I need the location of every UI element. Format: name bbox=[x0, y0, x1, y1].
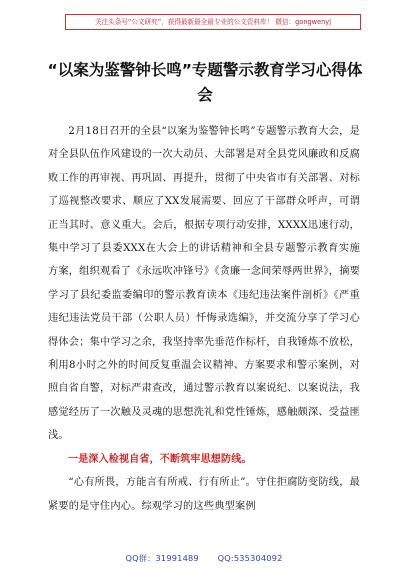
footer-qq-group: QQ群：31991489 bbox=[125, 553, 199, 563]
document-title: “以案为鉴警钟长鸣”专题警示教育学习心得体会 bbox=[47, 61, 363, 104]
section-heading: 一是深入检视自省，不断筑牢思想防线。 bbox=[68, 453, 252, 465]
document-body bbox=[48, 120, 360, 518]
page-footer bbox=[0, 553, 408, 564]
footer-qq: QQ:535304092 bbox=[217, 553, 283, 563]
body-paragraph: 2月18日召开的全县“以案为鉴警钟长鸣”专题警示教育大会，是对全县队伍作风建设的一次大动员、大部署是对全县党风廉政和反腐败工作的再审视、再巩固、再提升，贯彻了中央省市有关部署、对标了巡视整改要求、顺应了XX发展需要、回应了干部群众呼声，可谓正当其时、意义重大。会后，根据专项行动安排，XXXX迅速行动，集中学习了县委XXX在大会上的讲话精神和全县专题警示教育实施方案，组织观看了《永远吹冲锋号》《贪廉一念间荣辱两世界》，摘要学习了县纪委监委编印的警示教育读本《违纪违法案件剖析》《严重违纪违法党员干部（公职人员）忏悔录选编》，并交流分享了学习心得体会；集中学习之余，我坚持率先垂范作标杆，自我锤炼不放松，利用8小时之外的时间反复重温会议精神、方案要求和警示案例，对照自省自警，对标严肃查改，通过警示教育以案说纪、以案说法，我感觉经历了一次触及灵魂的思想洗礼和党性锤炼，感触颇深、受益匪浅。 bbox=[48, 126, 360, 442]
top-banner: 关注头条号“公文研究”，获得最新最全最专业的公文资料库！ 微信：gongwenyj bbox=[65, 14, 361, 30]
body-paragraph: “心有所畏，方能言有所戒、行有所止”。守住拒腐防变防线，最紧要的是守住内心。综观学习的这些典型案例 bbox=[48, 477, 360, 512]
